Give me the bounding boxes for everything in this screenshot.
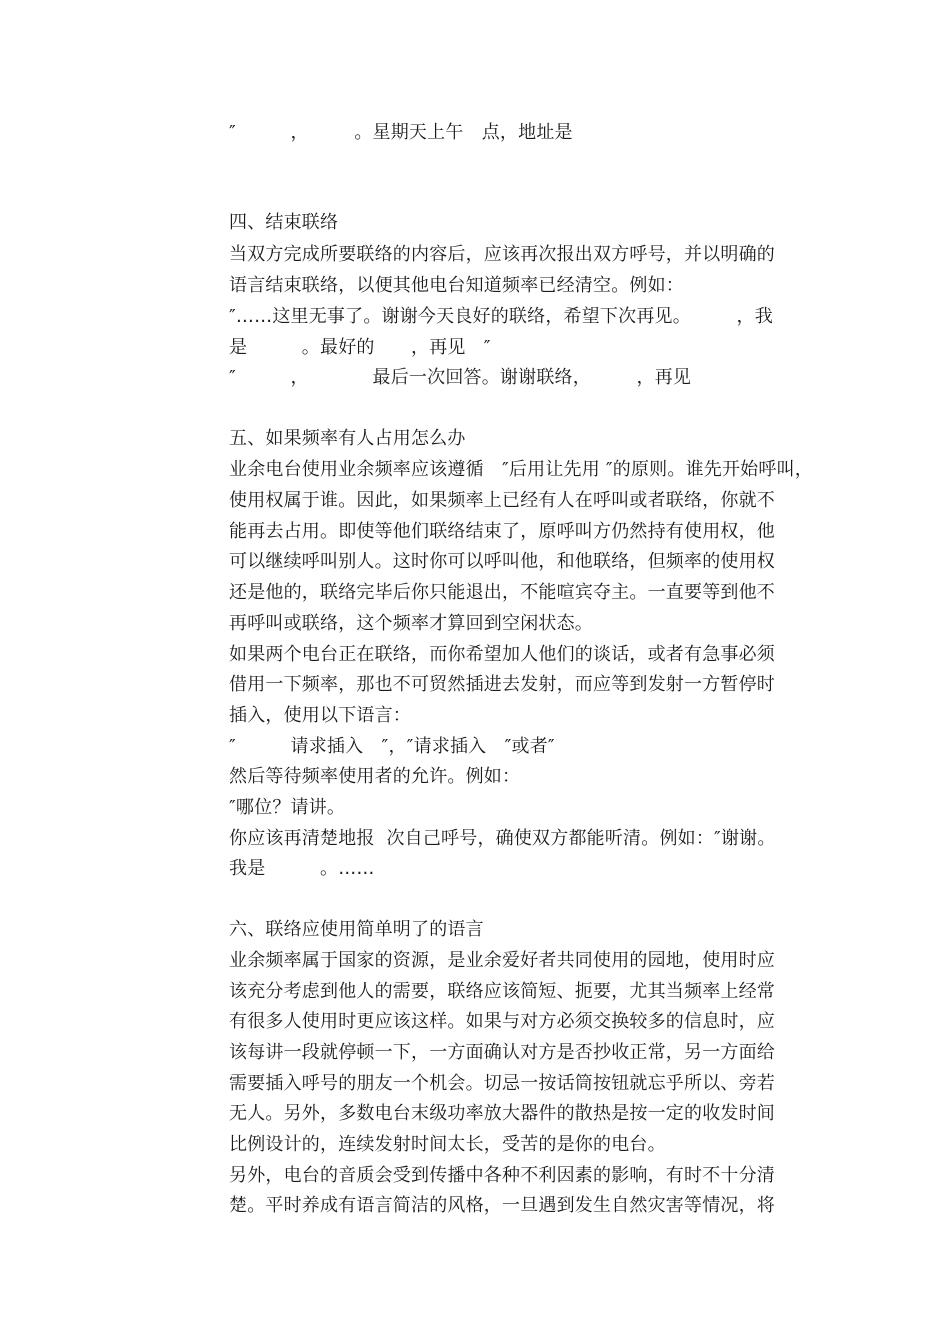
paragraph-line: 使用权属于谁。因此，如果频率上已经有人在呼叫或者联络，你就不 bbox=[229, 490, 775, 511]
paragraph-line: 然后等待频率使用者的允许。例如： bbox=[229, 766, 521, 787]
paragraph-line: 比例设计的，连续发射时间太长，受苦的是你的电台。 bbox=[229, 1134, 666, 1155]
paragraph-line: 再呼叫或联络，这个频率才算回到空闲状态。 bbox=[229, 613, 593, 634]
paragraph-line: 需要插入呼号的朋友一个机会。切忌一按话筒按钮就忘乎所以、旁若 bbox=[229, 1073, 775, 1094]
paragraph-line: 我是 。…… bbox=[229, 858, 375, 879]
paragraph-line: 还是他的，联络完毕后你只能退出，不能喧宾夺主。一直要等到他不 bbox=[229, 582, 775, 603]
paragraph-line: ″ ， 最后一次回答。谢谢联络， ，再见 bbox=[229, 367, 692, 388]
paragraph-line: 该充分考虑到他人的需要，联络应该简短、扼要，尤其当频率上经常 bbox=[229, 981, 775, 1002]
section-heading-simple-language: 六、联络应使用简单明了的语言 bbox=[229, 919, 484, 940]
paragraph-line: 有很多人使用时更应该这样。如果与对方必须交换较多的信息时，应 bbox=[229, 1011, 775, 1032]
paragraph-line: 当双方完成所要联络的内容后，应该再次报出双方呼号，并以明确的 bbox=[229, 244, 775, 265]
paragraph-line: ″……这里无事了。谢谢今天良好的联络，希望下次再见。 ，我 bbox=[229, 306, 773, 327]
paragraph-line: 语言结束联络，以便其他电台知道频率已经清空。例如： bbox=[229, 275, 684, 296]
paragraph-line: 能再去占用。即使等他们联络结束了，原呼叫方仍然持有使用权，他 bbox=[229, 521, 775, 542]
section-heading-end-contact: 四、结束联络 bbox=[229, 212, 339, 233]
paragraph-line: 如果两个电台正在联络，而你希望加人他们的谈话，或者有急事必须 bbox=[229, 644, 775, 665]
paragraph-line: 无人。另外，多数电台末级功率放大器件的散热是按一定的收发时间 bbox=[229, 1103, 775, 1124]
paragraph-line: 另外，电台的音质会受到传播中各种不利因素的影响，有时不十分清 bbox=[229, 1165, 775, 1186]
paragraph-line: 业余频率属于国家的资源，是业余爱好者共同使用的园地，使用时应 bbox=[229, 950, 775, 971]
section-heading-frequency-occupied: 五、如果频率有人占用怎么办 bbox=[229, 428, 466, 449]
paragraph-line: 楚。平时养成有语言简洁的风格，一旦遇到发生自然灾害等情况，将 bbox=[229, 1195, 775, 1216]
paragraph-line: 可以继续呼叫别人。这时你可以呼叫他，和他联络，但频率的使用权 bbox=[229, 551, 775, 572]
paragraph-line: 插入，使用以下语言： bbox=[229, 705, 411, 726]
paragraph-line: 业余电台使用业余频率应该遵循 ″后用让先用 ″的原则。谁先开始呼叫， bbox=[229, 459, 813, 480]
paragraph-line: 该每讲一段就停顿一下，一方面确认对方是否抄收正常，另一方面给 bbox=[229, 1042, 775, 1063]
paragraph-line: 你应该再清楚地报 次自己呼号，确使双方都能听清。例如：″谢谢。 bbox=[229, 828, 776, 849]
paragraph-line: 借用一下频率，那也不可贸然插进去发射，而应等到发射一方暂停时 bbox=[229, 674, 775, 695]
paragraph-line: 是 。最好的 ，再见 ″ bbox=[229, 337, 491, 358]
paragraph-line: ″ 请求插入 ″，″请求插入 ″或者″ bbox=[229, 736, 555, 757]
top-fragment-line: ″ ， 。星期天上午 点，地址是 bbox=[229, 122, 573, 143]
paragraph-line: ″哪位？请讲。 bbox=[229, 797, 346, 818]
